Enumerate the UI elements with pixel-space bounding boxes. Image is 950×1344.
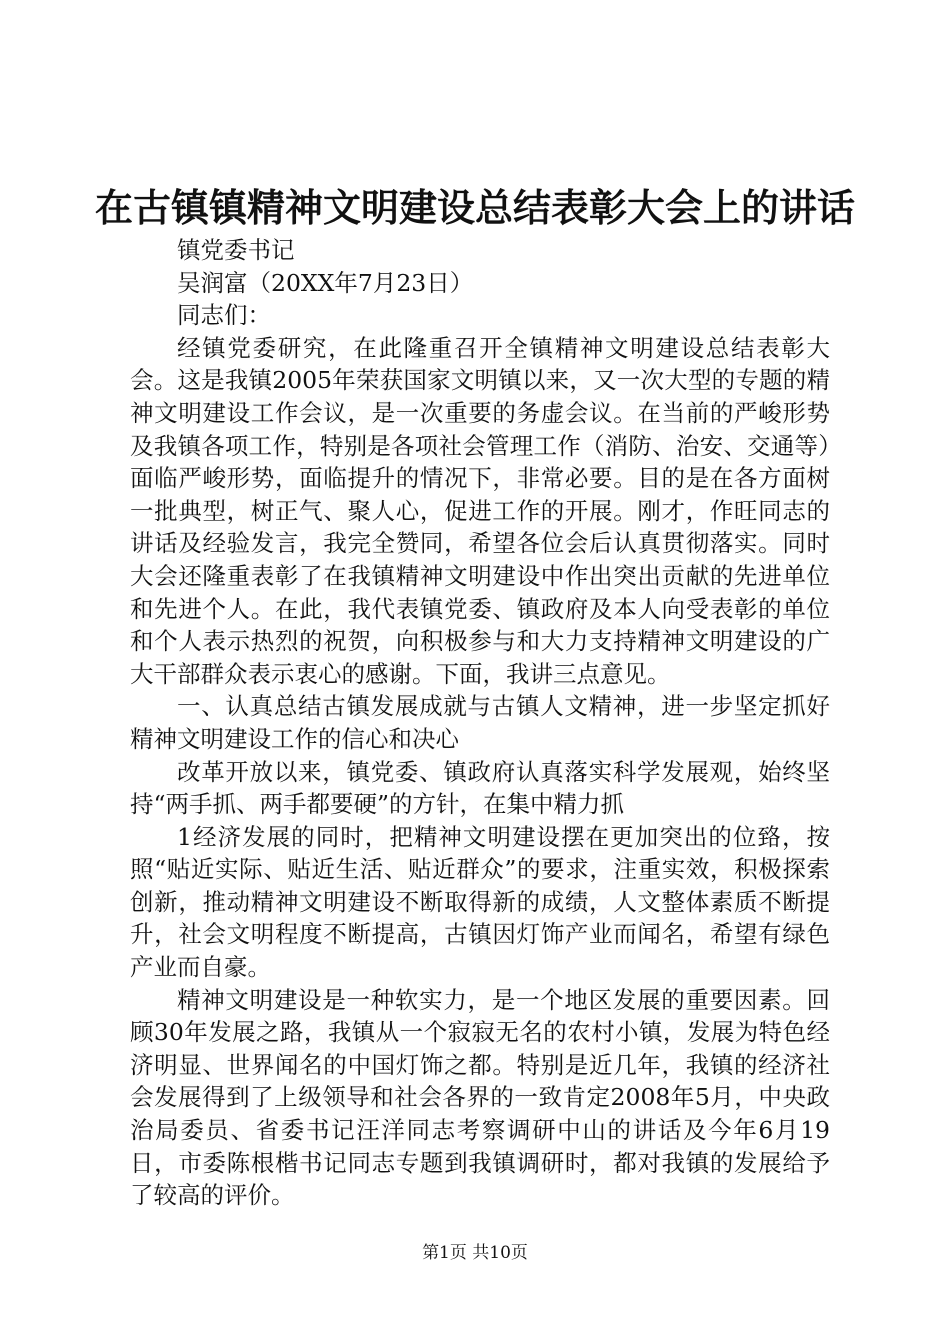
section-heading: 一、认真总结古镇发展成就与古镇人文精神，进一步坚定抓好精神文明建设工作的信心和决心 [130,692,830,753]
author-line: 吴润富（20XX年7月23日） [177,268,474,297]
paragraph: 精神文明建设是一种软实力，是一个地区发展的重要因素。回顾30年发展之路，我镇从一个寂寂无名的农村小镇，发展为特色经济明显、世界闻名的中国灯饰之都。特别是近几年，我镇的经济社会发展得到了上级领导和社会各界的一致肯定2008年5月，中央政治局委员、省委书记汪洋同志考察调研中山的讲话及今年6月19日，市委陈根楷书记同志专题到我镇调研时，都对我镇的发展给予了较高的评价。 [130,985,830,1210]
paragraph: 改革开放以来，镇党委、镇政府认真落实科学发展观，始终坚持“两手抓、两手都要硬”的方针，在集中精力抓 [130,757,830,819]
paragraph: 1经济发展的同时，把精神文明建设摆在更加突出的位臵，按照“贴近实际、贴近生活、贴近群众”的要求，注重实效，积极探索创新，推动精神文明建设不断取得新的成绩，人文整体素质不断提升，社会文明程度不断提高，古镇因灯饰产业而闻名，希望有绿色产业而自豪。 [130,822,830,982]
author-role: 镇党委书记 [177,236,295,264]
document-body [130,234,830,1212]
paragraph: 经镇党委研究，在此隆重召开全镇精神文明建设总结表彰大会。这是我镇2005年荣获国家文明镇以来，又一次大型的专题的精神文明建设工作会议，是一次重要的务虚会议。在当前的严峻形势及我镇各项工作，特别是各项社会管理工作（消防、治安、交通等）面临严峻形势，面临提升的情况下，非常必要。目的是在各方面树一批典型，树正气、聚人心，促进工作的开展。刚才，作旺同志的讲话及经验发言，我完全赞同，希望各位会后认真贯彻落实。同时大会还隆重表彰了在我镇精神文明建设中作出突出贡献的先进单位和先进个人。在此，我代表镇党委、镇政府及本人向受表彰的单位和个人表示热烈的祝贺，向积极参与和大力支持精神文明建设的广大干部群众表示衷心的感谢。下面，我讲三点意见。 [130,333,830,688]
document-title: 在古镇镇精神文明建设总结表彰大会上的讲话 [94,185,855,230]
salutation: 同志们： [177,301,271,330]
page-footer: 第1页 共10页 [422,1243,528,1263]
